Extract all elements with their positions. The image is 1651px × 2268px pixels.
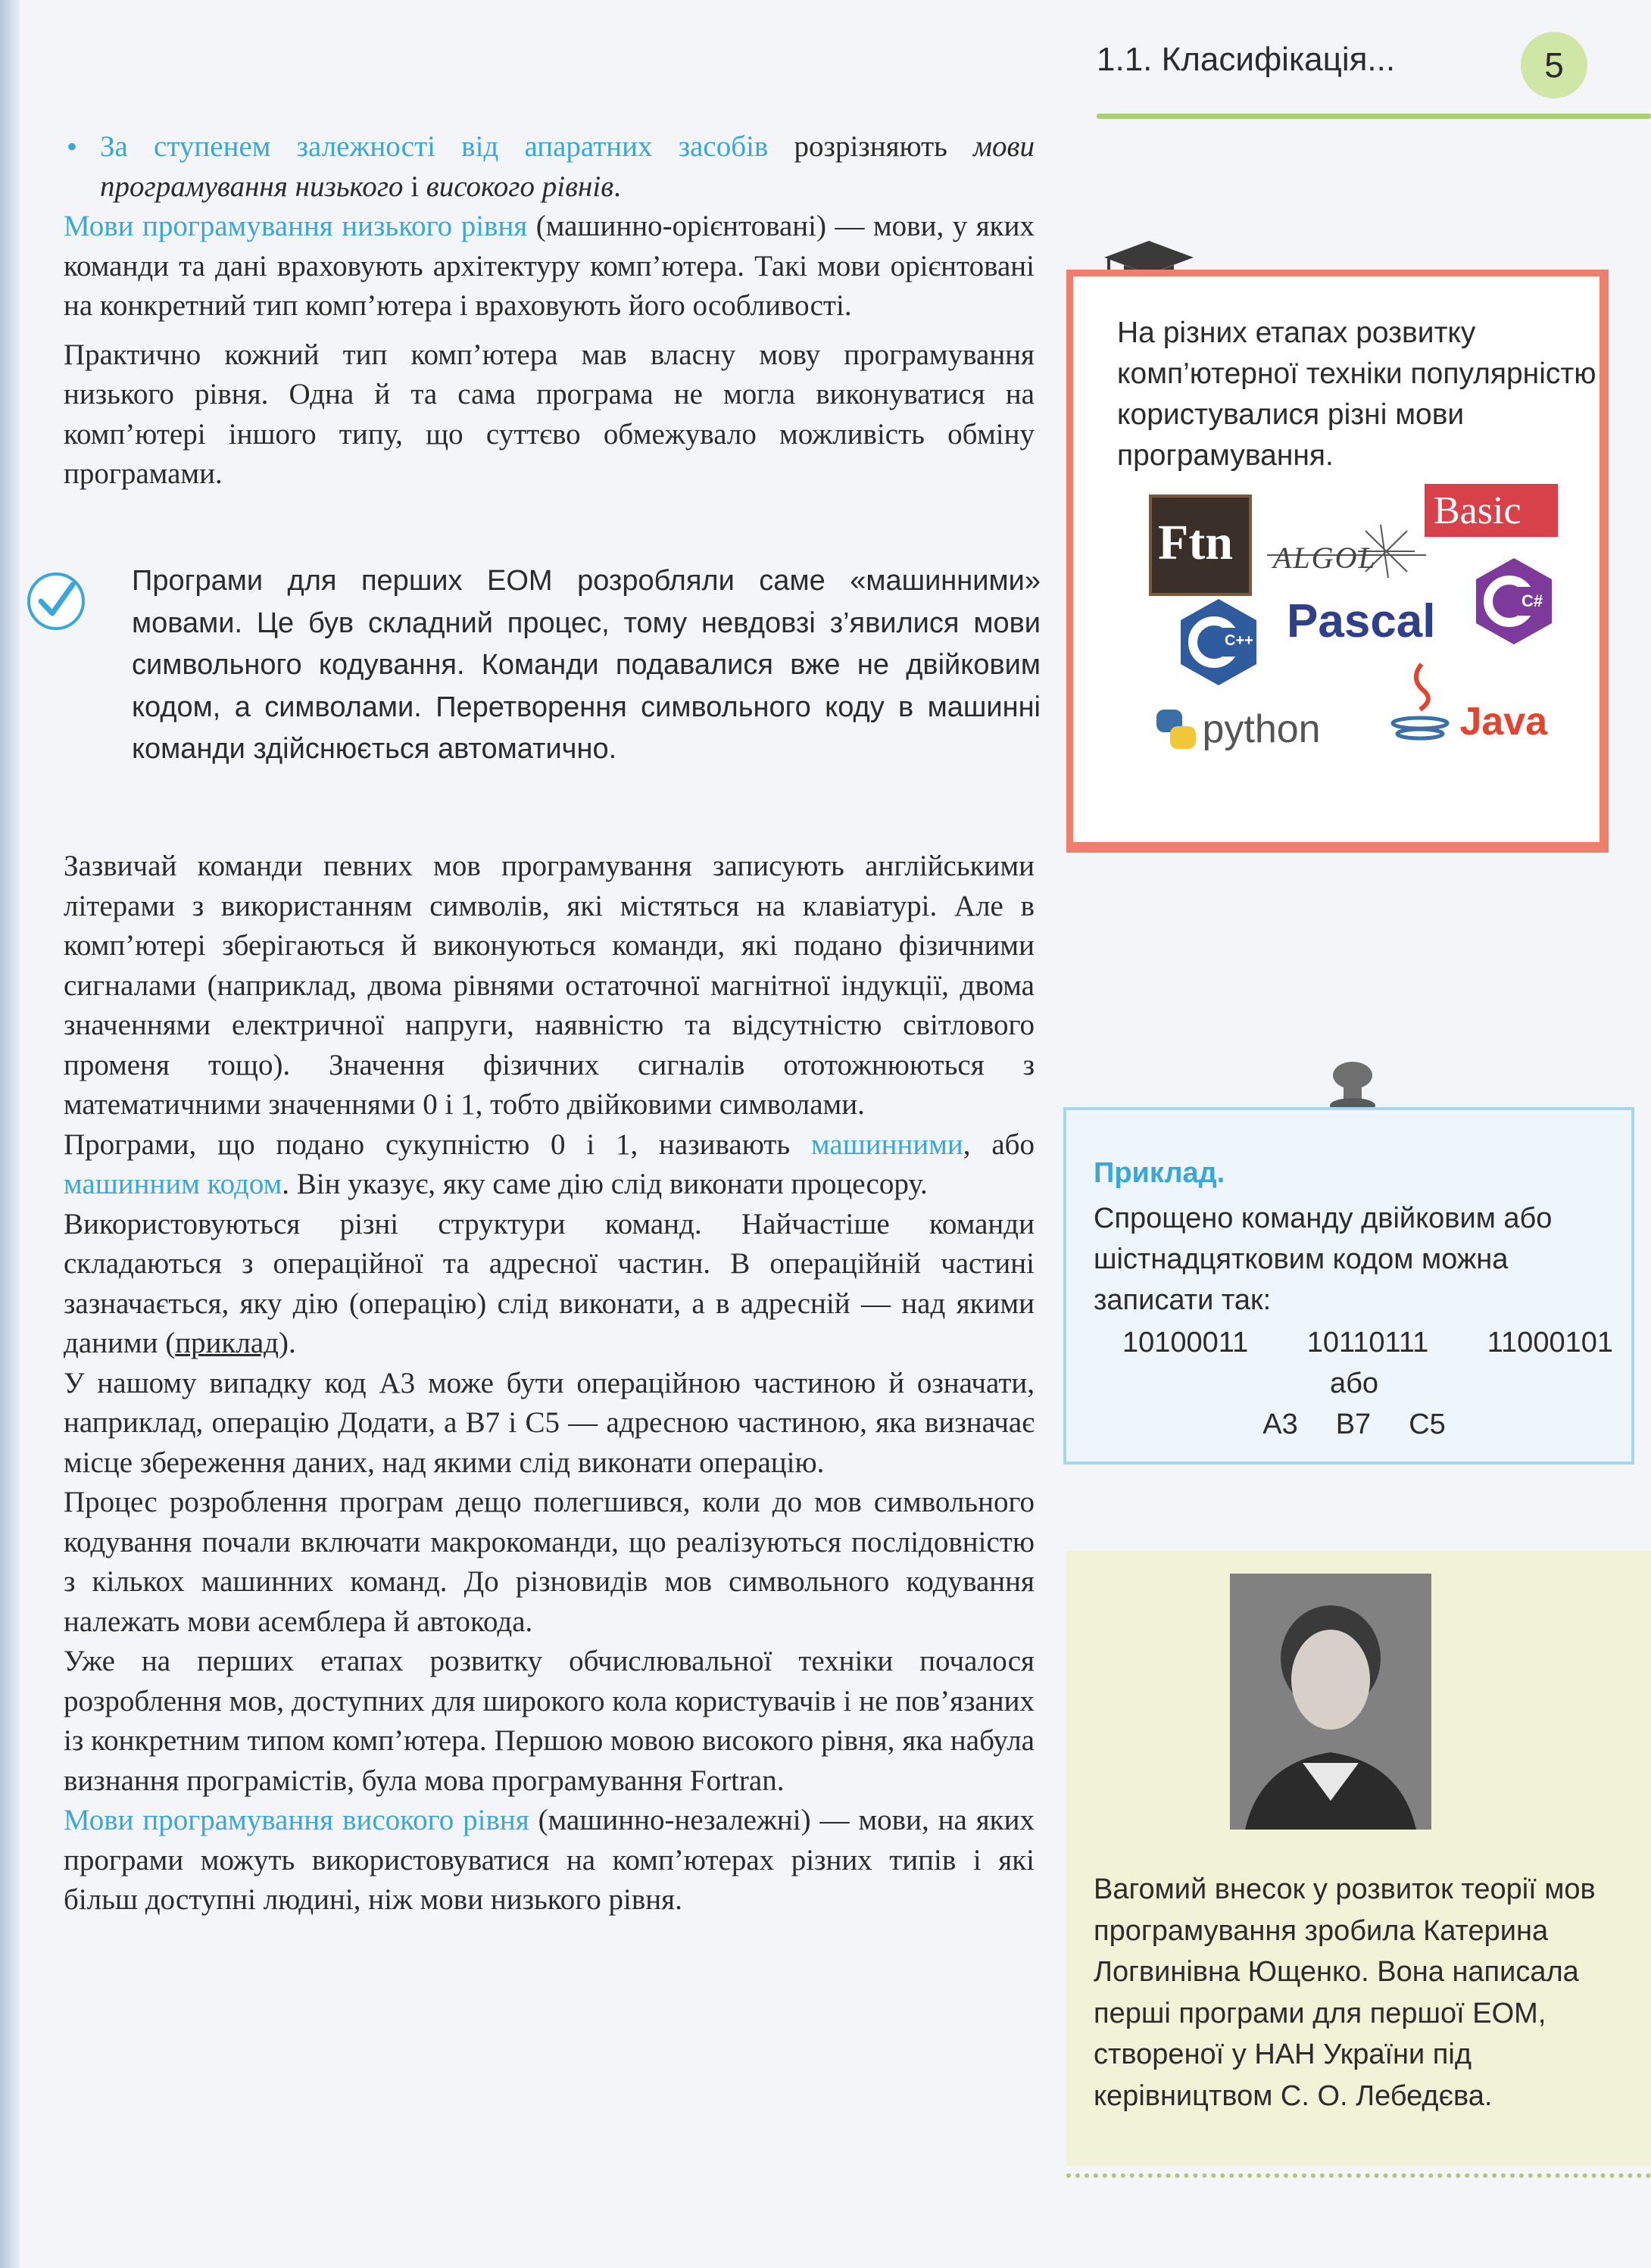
paragraph-6: Процес розроблення програм дещо полегшився, коли до мов символьного кодування почали включати макрокоманди, що реалізуються послідовністю з кількох машинних команд. До різновидів мов символьного кодування належать мови асемблера й автокода. (64, 1486, 1035, 1638)
header-rule (1097, 114, 1651, 119)
python-snake-icon (1153, 707, 1199, 752)
italic-high: високого рівнів (426, 170, 614, 203)
term-machine: машинними (810, 1128, 963, 1161)
dotted-divider (1066, 2173, 1651, 2178)
example-box (1063, 1107, 1634, 1465)
languages-text: На різних етапах розвитку комп’ютерної техніки популярністю користувалися різні мови програмування. (1117, 317, 1596, 472)
example-text: Спрощено команду двійковим або шістнадцятковим кодом можна записати так: (1094, 1203, 1553, 1316)
page-number: 5 (1521, 32, 1587, 98)
bullet-icon: • (67, 129, 78, 164)
ftn-logo (1149, 494, 1252, 596)
hex-code: C5 (1409, 1409, 1446, 1440)
paragraph-1: Практично кожний тип комп’ютера мав власну мову програмування низького рівня. Одна й та сама програма не могла виконуватися на комп’ютері іншого типу, що суттєво обмежувало можливість обміну програмами. (64, 338, 1035, 490)
p3-text-b: , або (963, 1128, 1035, 1161)
high-level-term: Мови програмування високого рівня (64, 1804, 529, 1836)
bio-text: Вагомий внесок у розвиток теорії мов програмування зробила Катерина Логвинівна Ющенко. Вона написала перші програми для першої ЕОМ, створеної у НАН України під керівництвом С. О. Лебедєва. (1094, 1873, 1596, 2112)
high-level-def-text: (машинно-незалежні) — мови, на яких програми можуть використовуватися на комп’ютерах різних типів і які більш доступні людині, ніж мови низького рівня. (64, 1804, 1035, 1916)
page-edge (0, 0, 20, 2268)
binary-code: 11000101 (1487, 1327, 1613, 1359)
hex-code: A3 (1262, 1409, 1298, 1440)
italic-low: мови програмування низького (100, 130, 1035, 203)
cpp-logo-text: C++ (1225, 632, 1253, 649)
csharp-logo (1475, 557, 1553, 646)
basic-logo (1425, 484, 1558, 537)
python-logo-text: python (1202, 707, 1321, 751)
low-level-term: Мови програмування низького рівня (64, 210, 528, 242)
bullet-paragraph (64, 127, 1035, 207)
example-link[interactable]: приклад (175, 1327, 279, 1359)
p4-text-a: Використовуються різні структури команд. Найчастіше команди складаються з операційної та адресної частин. В операційній частині зазначається, яку дію (операцію) слід виконати, а в адресній — над якими даними ( (64, 1207, 1035, 1359)
p3-text-a: Програми, що подано сукупністю 0 і 1, називають (64, 1128, 811, 1161)
section-title: 1.1. Класифікація... (1097, 41, 1396, 78)
binary-code: 10100011 (1122, 1327, 1249, 1359)
note-text: Програми для перших ЕОМ розробляли саме «машинними» мовами. Це був складний процес, тому невдовзі з’явилися мови символьного кодування. Команди подавалися вже не двійковим кодом, а символами. Перетворення символьного коду в машинні команди здійснюється автоматично. (132, 565, 1041, 765)
algol-logo (1259, 517, 1434, 585)
cpp-logo (1179, 597, 1258, 687)
low-level-definition (64, 207, 1035, 326)
high-level-definition (64, 1801, 1035, 1920)
csharp-logo-text: C# (1521, 591, 1543, 610)
java-logo-text: Java (1459, 700, 1548, 744)
languages-box (1066, 270, 1609, 853)
page-header (1097, 30, 1651, 98)
check-circle-icon (26, 571, 86, 632)
main-text-top (64, 127, 1035, 494)
binary-code: 10110111 (1306, 1327, 1429, 1359)
bullet-conj: і (403, 170, 426, 203)
main-text-bottom (64, 847, 1035, 1920)
paragraph-7: Уже на перших етапах розвитку обчислювальної техніки почалося розроблення мов, доступних для широкого кола користувачів і не пов’язаних із конкретним типом комп’ютера. Першою мовою високого рівня, яка набула визнання програмістів, була мова програмування Fortran. (64, 1645, 1035, 1797)
p3-text-c: . Він указує, яку саме дію слід виконати процесору. (282, 1168, 928, 1200)
bullet-term: За ступенем залежності від апаратних засобів (100, 130, 769, 163)
paragraph-2: Зазвичай команди певних мов програмування записують англійськими літерами з використанням символів, які містяться на клавіатурі. Але в комп’ютері зберігаються й виконуються команди, які подано фізичними сигналами (наприклад, двома рівнями остаточної магнітної індукції, двома значеннями електричної напруги, наявністю та відсутністю світлового променя тощо). Значення фізичних сигналів ототожнюються з математичними значеннями 0 і 1, тобто двійковими символами. (64, 850, 1035, 1121)
example-codes (1089, 1322, 1619, 1445)
example-label: Приклад. (1094, 1157, 1225, 1189)
pascal-logo-text: Pascal (1287, 595, 1436, 647)
paragraph-5: У нашому випадку код A3 може бути операційною частиною й означати, наприклад, операцію Додати, а B7 і C5 — адресною частиною, яка визначає місце збереження даних, над якими слід виконати операцію. (64, 1366, 1035, 1479)
binary-row (1089, 1322, 1619, 1363)
java-cup-icon (1387, 661, 1456, 744)
basic-logo-text: Basic (1434, 489, 1521, 532)
pascal-logo (1287, 594, 1436, 648)
hex-row (1089, 1404, 1619, 1445)
portrait-photo (1230, 1574, 1431, 1830)
term-machine-code: машинним кодом (64, 1168, 282, 1200)
bullet-text: розрізняють (768, 130, 974, 163)
low-level-def-text: (машинно-орієнтовані) — мови, у яких команди та дані враховують архітектуру комп’ютера. Такі мови орієнтовані на конкретний тип комп’ютера і враховують його особливості. (64, 210, 1035, 322)
p4-text-b: ). (279, 1327, 296, 1359)
bullet-end: . (613, 170, 621, 203)
portrait-image (1230, 1574, 1431, 1830)
java-logo (1387, 661, 1547, 744)
paragraph-4 (64, 1205, 1035, 1364)
python-logo (1153, 707, 1321, 752)
bio-box (1066, 1551, 1651, 2166)
or-label: або (1329, 1368, 1379, 1399)
algol-logo-text: ALGOL (1273, 541, 1377, 575)
hex-code: B7 (1335, 1409, 1372, 1440)
paragraph-3 (64, 1125, 1035, 1205)
ftn-logo-text: Ftn (1158, 515, 1233, 570)
